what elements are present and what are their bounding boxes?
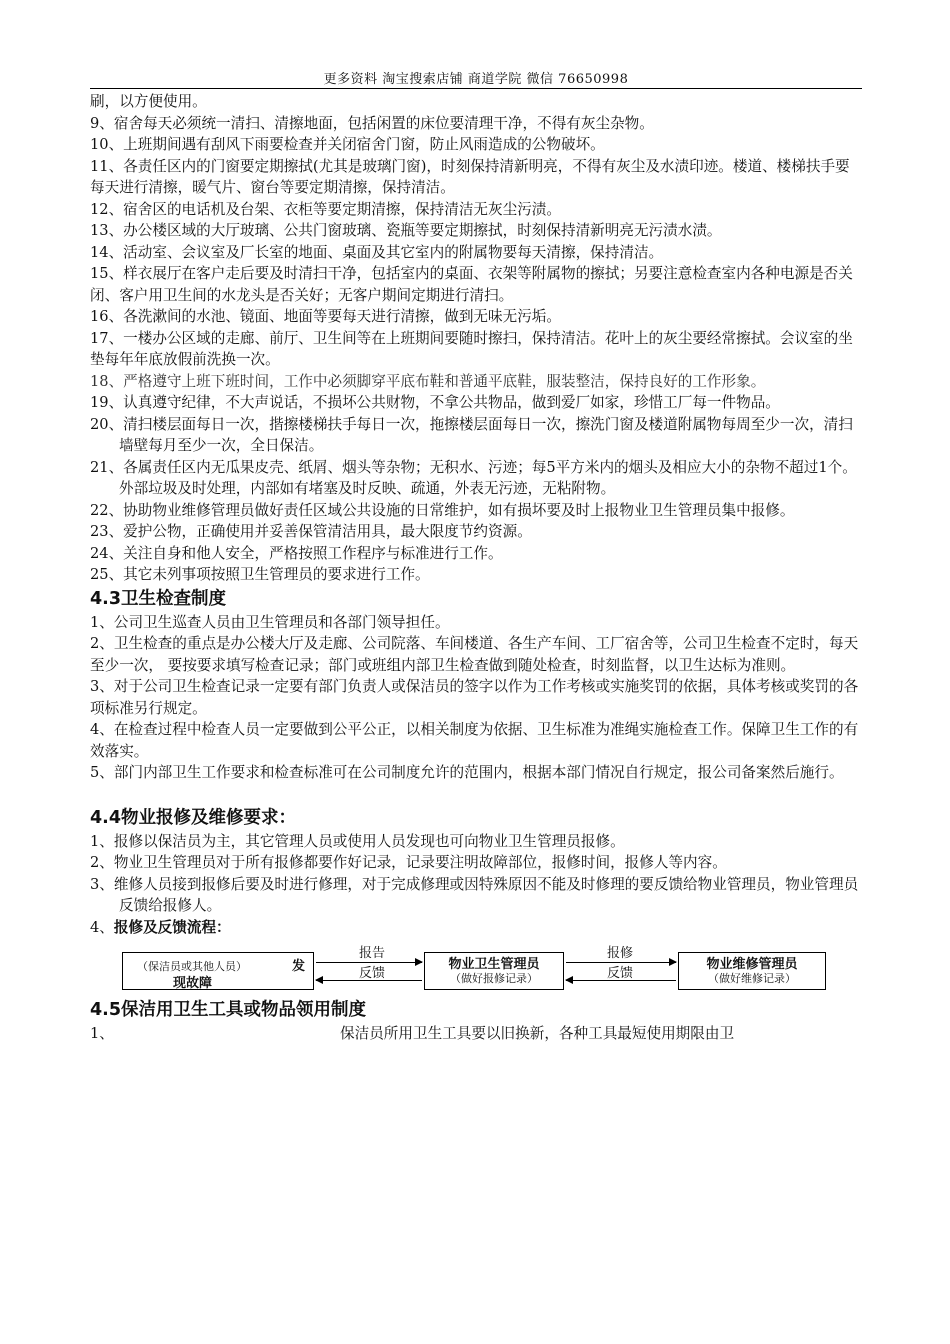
list-item: 20、清扫楼层面每日一次，揩擦楼梯扶手每日一次，拖擦楼层面每日一次，擦洗门窗及楼道附属物每周至少一次，清扫墙壁每月至少一次，全日保洁。 [90,415,853,454]
list-item [90,917,862,939]
item-text: 保洁员所用卫生工具要以旧换新，各种工具最短使用期限由卫 [340,1025,735,1042]
list-item: 1、公司卫生巡查人员由卫生管理员和各部门领导担任。 [90,613,450,631]
flow-label: 报修及反馈流程： [113,918,231,936]
paragraph: 刷，以方便使用。 [90,93,207,110]
list-item: 3、对于公司卫生检查记录一定要有部门负责人或保洁员的签字以作为工作考核或实施奖罚的依据，具体考核或奖罚的各项标准另行规定。 [90,678,859,717]
flow-box-reporter-fa: 发 [291,958,305,973]
flow-box-hygiene-manager-title: 物业卫生管理员 [448,956,540,971]
flow-label-report: 报告 [358,945,385,960]
list-item: 2、卫生检查的重点是办公楼大厅及走廊、公司院落、车间楼道、各生产车间、工厂宿舍等，公司卫生检查不定时，每天至少一次， 要按要求填写检查记录；部门或班组内部卫生检查做到随处检查，时刻监督，以卫生达标为准则。 [90,635,859,674]
section-heading-4-5: 4.5保洁用卫生工具或物品领用制度 [90,1000,366,1020]
spacer [90,784,862,805]
flow-label-feedback-1: 反馈 [358,965,385,980]
section-heading-4-3: 4.3卫生检查制度 [90,588,227,609]
flow-arrow-left-2 [566,980,676,981]
paragraph: 13、办公楼区域的大厅玻璃、公共门窗玻璃、瓷瓶等要定期擦拭，时刻保持清新明亮无污渍水渍。 [90,222,722,239]
list-item [90,1023,862,1045]
flow-label-feedback-2: 反馈 [606,965,633,980]
item-number: 1、 [90,1025,114,1042]
repair-flow-diagram [90,942,862,996]
section-heading-4-4: 4.4物业报修及维修要求： [90,807,297,828]
flow-label-repair: 报修 [606,945,633,960]
list-item: 23、爱护公物，正确使用并妥善保管清洁用具，最大限度节约资源。 [90,523,532,540]
flow-box-reporter-line2: 现故障 [173,975,213,990]
flow-box-maintenance-manager-title: 物业维修管理员 [706,956,798,971]
paragraph: 11、各责任区内的门窗要定期擦拭(尤其是玻璃门窗)，时刻保持清新明亮，不得有灰尘及水渍印迹。楼道、楼梯扶手要每天进行清擦，暖气片、窗台等要定期清擦，保持清洁。 [90,157,850,196]
flow-box-reporter-line1: （保洁员或其他人员） [137,961,247,973]
flow-box-hygiene-manager-sub: （做好报修记录） [450,973,538,985]
document-body [90,91,862,1045]
list-item: 2、物业卫生管理员对于所有报修都要作好记录，记录要注明故障部位，报修时间，报修人等内容。 [90,854,727,871]
list-item: 24、关注自身和他人安全，严格按照工作程序与标准进行工作。 [90,544,503,562]
item-number: 4、 [90,918,114,936]
list-item: 4、在检查过程中检查人员一定要做到公平公正，以相关制度为依据、卫生标准为准绳实施检查工作。保障卫生工作的有效落实。 [90,721,859,760]
list-item: 3、维修人员接到报修后要及时进行修理，对于完成修理或因特殊原因不能及时修理的要反馈给物业管理员，物业管理员反馈给报修人。 [90,875,859,914]
paragraph: 18、严格遵守上班下班时间，工作中必须脚穿平底布鞋和普通平底鞋，服装整洁，保持良好的工作形象。 [90,372,766,390]
page-header: 更多资料 淘宝搜索店铺 商道学院 微信 76650998 [323,72,629,87]
flow-box-maintenance-manager [678,952,826,990]
paragraph: 15、样衣展厅在客户走后要及时清扫干净，包括室内的桌面、衣架等附属物的擦拭；另要注意检查室内各种电源是否关闭、客户用卫生间的水龙头是否关好；无客户期间定期进行清扫。 [90,265,853,304]
paragraph: 14、活动室、会议室及厂长室的地面、桌面及其它室内的附属物要每天清擦，保持清洁。 [90,243,664,261]
list-item: 1、报修以保洁员为主，其它管理人员或使用人员发现也可向物业卫生管理员报修。 [90,832,625,850]
header-rule [90,88,862,89]
list-item: 19、认真遵守纪律，不大声说话，不损坏公共财物，不拿公共物品，做到爱厂如家，珍惜工厂每一件物品。 [90,394,780,411]
paragraph: 17、一楼办公区域的走廊、前厅、卫生间等在上班期间要随时擦扫，保持清洁。花叶上的灰尘要经常擦拭。会议室的坐垫每年年底放假前洗换一次。 [90,329,853,368]
paragraph: 16、各洗漱间的水池、镜面、地面等要每天进行清擦，做到无味无污垢。 [90,308,561,325]
paragraph: 9、宿舍每天必须统一清扫、清擦地面，包括闲置的床位要清理干净，不得有灰尘杂物。 [90,114,654,132]
flow-box-maintenance-manager-sub: （做好维修记录） [708,973,796,985]
list-item: 25、其它未列事项按照卫生管理员的要求进行工作。 [90,566,430,583]
flow-box-hygiene-manager [424,952,564,990]
list-item: 22、协助物业维修管理员做好责任区域公共设施的日常维护，如有损坏要及时上报物业卫生管理员集中报修。 [90,501,795,519]
list-item: 21、各属责任区内无瓜果皮壳、纸屑、烟头等杂物；无积水、污迹；每5平方米内的烟头及相应大小的杂物不超过1个。外部垃圾及时处理，内部如有堵塞及时反映、疏通，外表无污迹，无粘附物。 [90,458,857,497]
paragraph: 12、宿舍区的电话机及台架、衣柜等要定期清擦，保持清洁无灰尘污渍。 [90,200,561,218]
paragraph: 10、上班期间遇有刮风下雨要检查并关闭宿舍门窗，防止风雨造成的公物破坏。 [90,136,605,153]
flow-arrow-left-1 [316,980,422,981]
list-item: 5、部门内部卫生工作要求和检查标准可在公司制度允许的范围内，根据本部门情况自行规定，报公司备案然后施行。 [90,764,844,781]
flow-box-reporter [122,952,314,990]
